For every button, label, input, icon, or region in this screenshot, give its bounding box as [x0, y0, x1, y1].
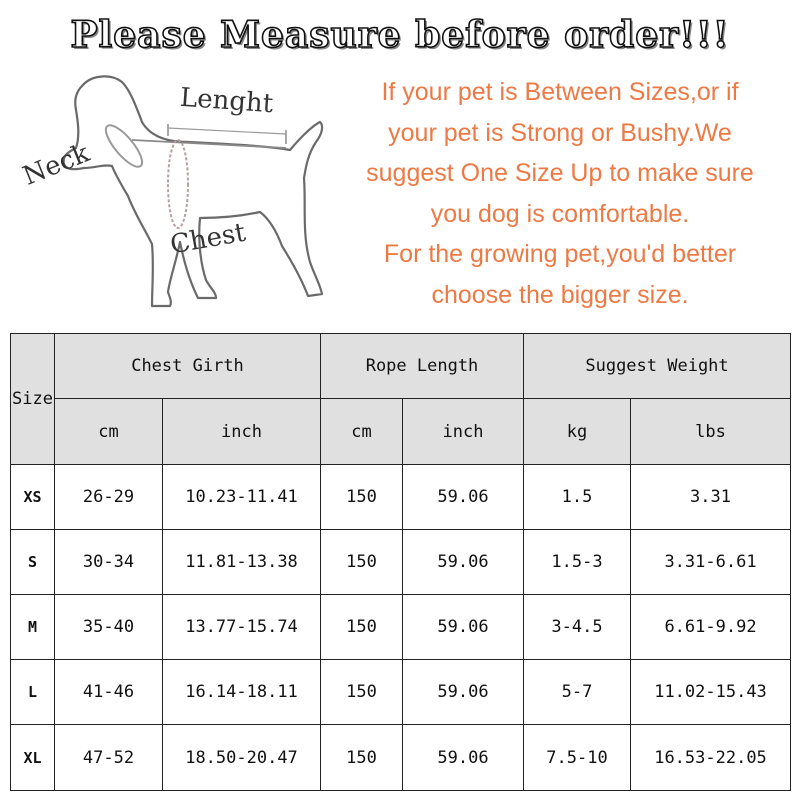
chest-inch-cell: 18.50-20.47 [163, 725, 321, 791]
rope-cm-cell: 150 [321, 725, 403, 791]
table-row [11, 725, 791, 791]
rope-inch-cell: 59.06 [403, 725, 524, 791]
unit-header: cm [55, 399, 163, 465]
size-column-header: Size [11, 334, 55, 465]
chest-inch-cell: 13.77-15.74 [163, 595, 321, 660]
weight-lbs-cell: 16.53-22.05 [631, 725, 791, 791]
table-row [11, 595, 791, 660]
suggest-weight-header: Suggest Weight [524, 334, 791, 399]
neck-label: Neck [18, 138, 94, 192]
advice-line: If your pet is Between Sizes,or if [381, 78, 739, 106]
chest-cm-cell: 47-52 [55, 725, 163, 791]
rope-cm-cell: 150 [321, 465, 403, 530]
unit-header: kg [524, 399, 631, 465]
chest-girth-header: Chest Girth [55, 334, 321, 399]
neck-measure-line [100, 120, 147, 171]
advice-line: you dog is comfortable. [430, 199, 690, 228]
advice-line: suggest One Size Up to make sure [366, 159, 754, 187]
chest-cm-cell: 30-34 [55, 530, 163, 595]
chest-cm-cell: 26-29 [55, 465, 163, 530]
weight-kg-cell: 5-7 [524, 660, 631, 725]
chest-inch-cell: 10.23-11.41 [163, 465, 321, 530]
weight-kg-cell: 1.5 [524, 465, 631, 530]
unit-header: inch [163, 399, 321, 465]
chest-cm-cell: 35-40 [55, 595, 163, 660]
unit-header: inch [403, 399, 524, 465]
size-chart-table [10, 333, 791, 791]
rope-cm-cell: 150 [321, 660, 403, 725]
unit-header: cm [321, 399, 403, 465]
chest-inch-cell: 11.81-13.38 [163, 530, 321, 595]
chest-measure-line [168, 140, 188, 228]
rope-inch-cell: 59.06 [403, 465, 524, 530]
rope-inch-cell: 59.06 [403, 595, 524, 660]
length-label: Lenght [179, 82, 275, 120]
weight-lbs-cell: 3.31 [631, 465, 791, 530]
rope-length-header: Rope Length [321, 334, 524, 399]
page-title: Please Measure before order!!! [70, 14, 730, 56]
weight-kg-cell: 7.5-10 [524, 725, 631, 791]
size-cell: L [11, 660, 55, 725]
weight-kg-cell: 1.5-3 [524, 530, 631, 595]
weight-lbs-cell: 11.02-15.43 [631, 660, 791, 725]
size-cell: S [11, 530, 55, 595]
weight-lbs-cell: 3.31-6.61 [631, 530, 791, 595]
rope-inch-cell: 59.06 [403, 660, 524, 725]
weight-kg-cell: 3-4.5 [524, 595, 631, 660]
weight-lbs-cell: 6.61-9.92 [631, 595, 791, 660]
size-cell: M [11, 595, 55, 660]
length-measure-line [132, 140, 286, 148]
unit-header: lbs [631, 399, 791, 465]
size-cell: XS [11, 465, 55, 530]
advice-line: For the growing pet,you'd better [383, 240, 737, 268]
size-cell: XL [11, 725, 55, 791]
rope-inch-cell: 59.06 [403, 530, 524, 595]
rope-cm-cell: 150 [321, 530, 403, 595]
advice-line: your pet is Strong or Bushy.We [388, 118, 732, 147]
chest-inch-cell: 16.14-18.11 [163, 660, 321, 725]
table-row [11, 465, 791, 530]
table-row [11, 530, 791, 595]
table-row [11, 660, 791, 725]
advice-line: choose the bigger size. [431, 280, 689, 309]
size-advice-text [330, 72, 790, 315]
chest-label: Chest [167, 217, 248, 261]
chest-cm-cell: 41-46 [55, 660, 163, 725]
rope-cm-cell: 150 [321, 595, 403, 660]
